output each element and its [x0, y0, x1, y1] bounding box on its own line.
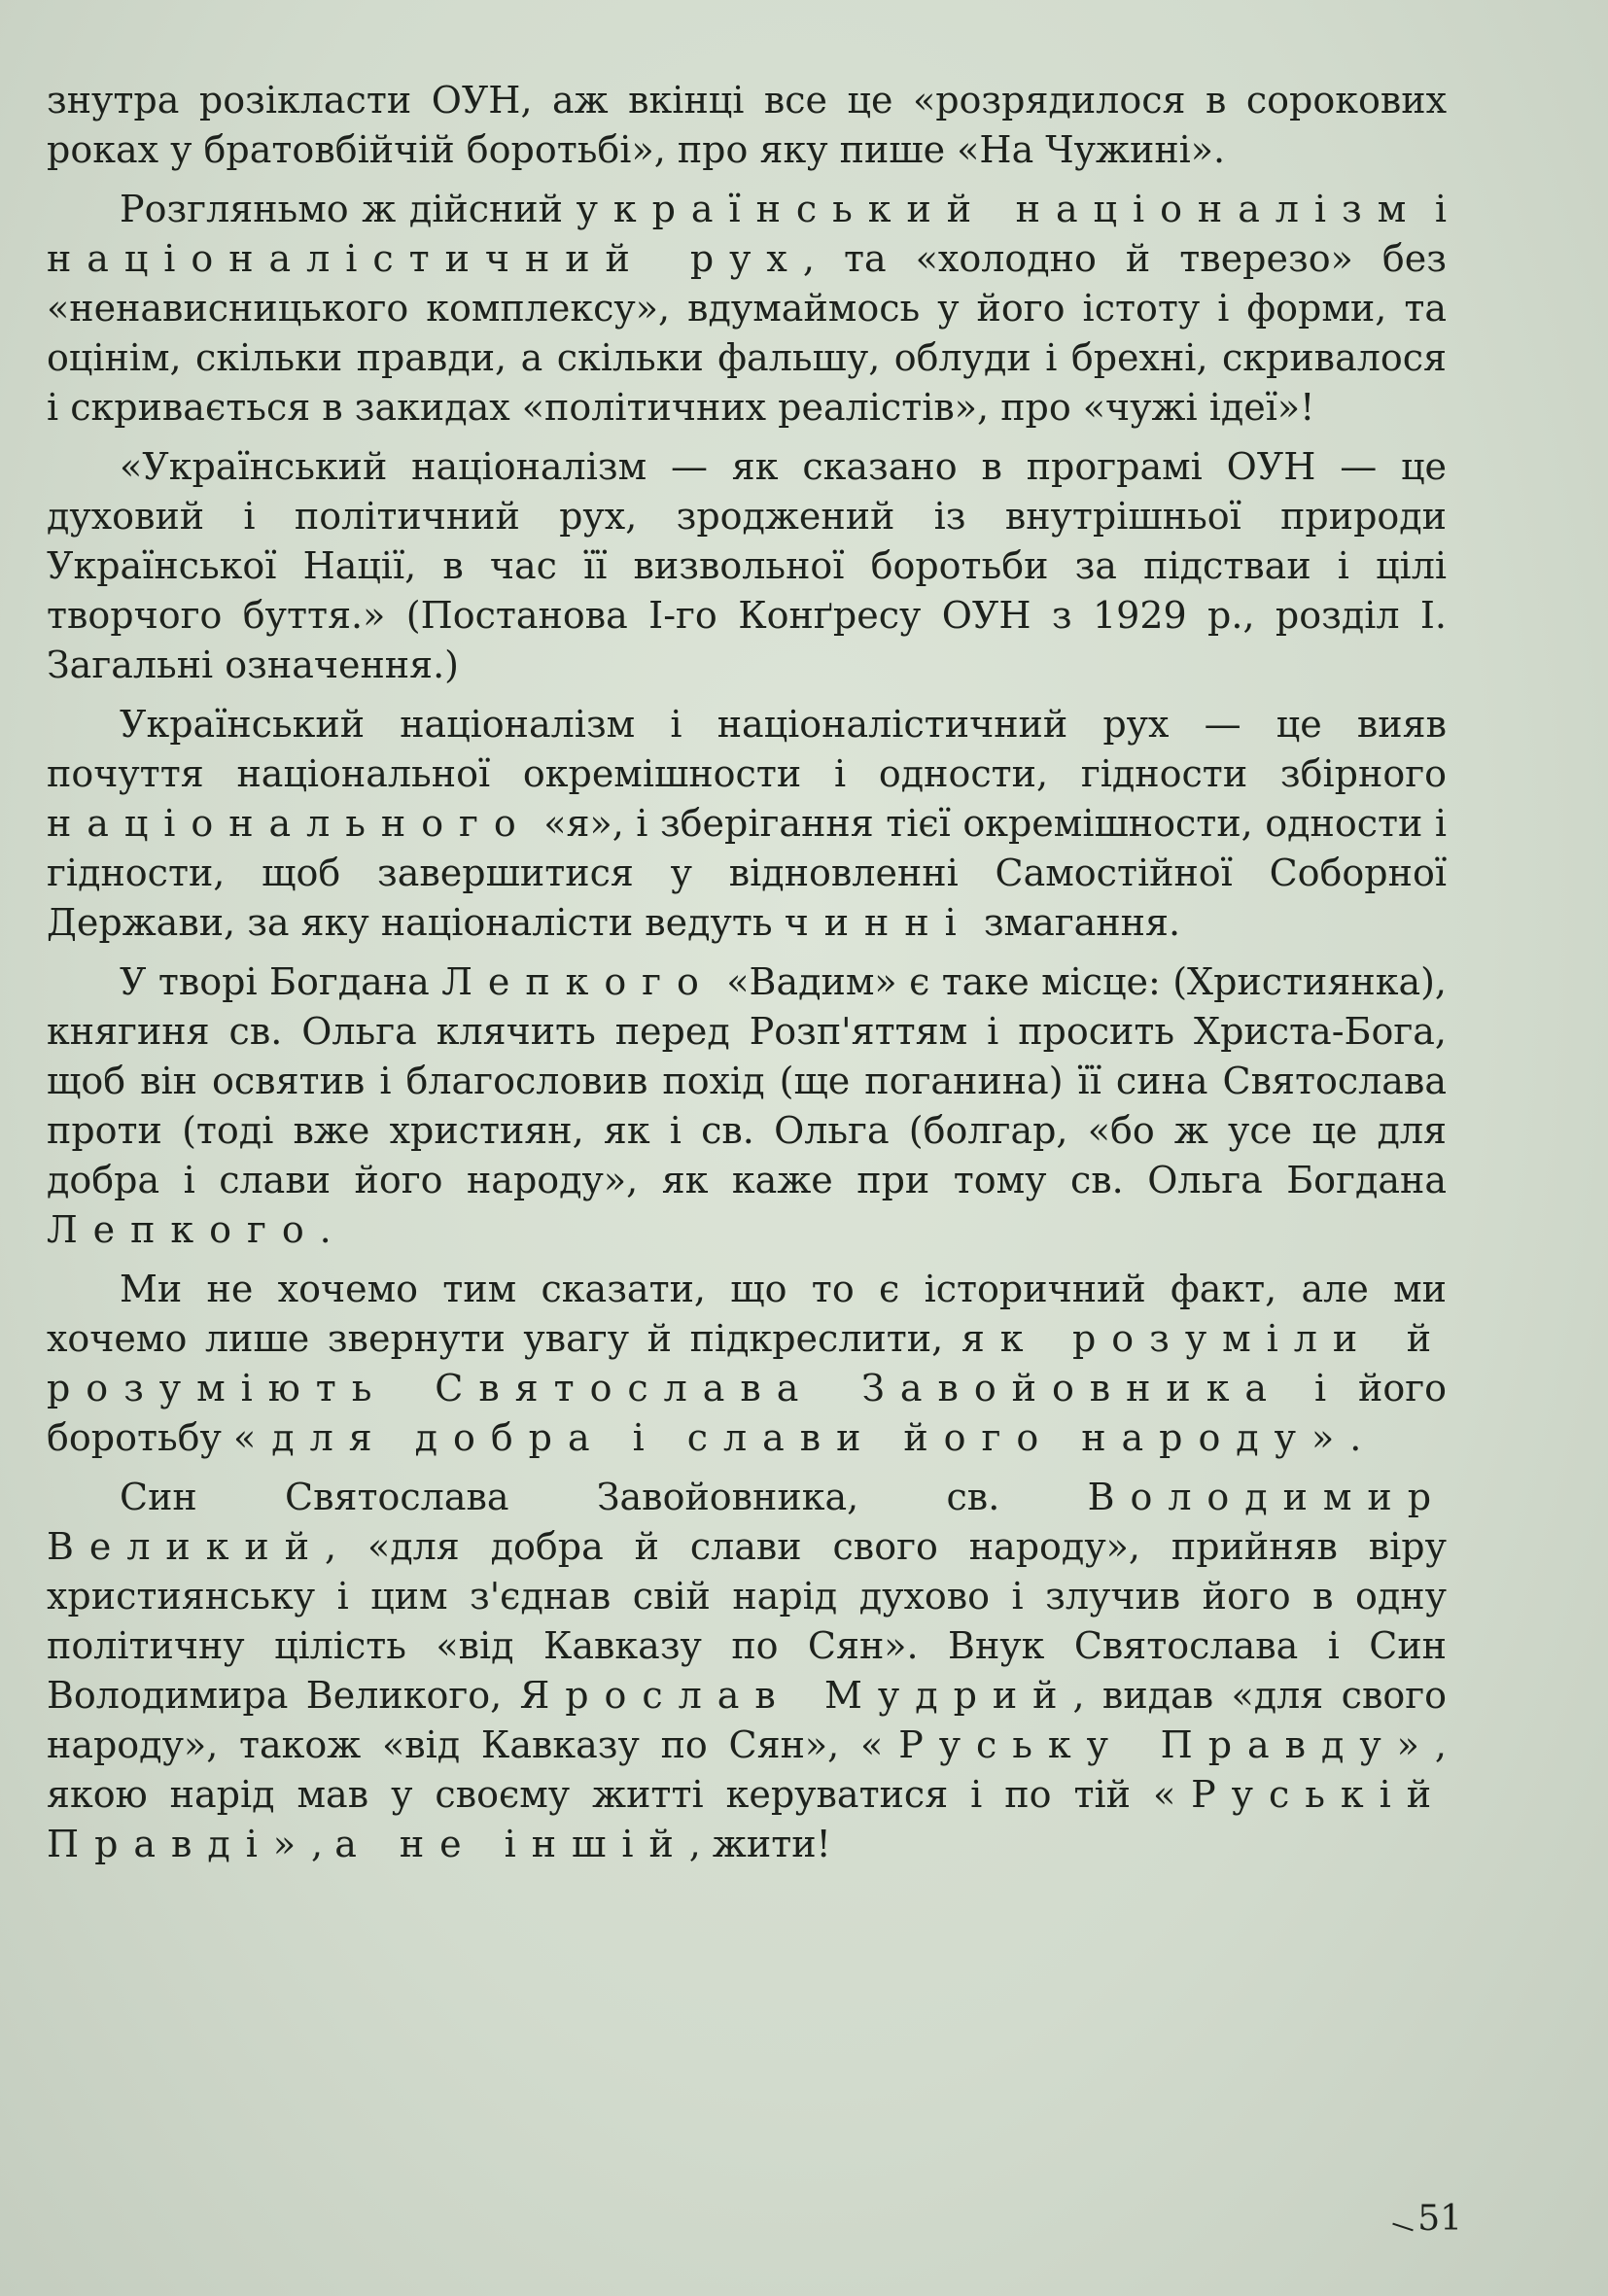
- spaced-text-run: «Руську Правду»: [859, 1723, 1435, 1766]
- spaced-text-run: «для добра і слави його народу»: [233, 1416, 1350, 1459]
- paragraph: [47, 957, 1447, 1255]
- text-run: змагання.: [971, 901, 1181, 944]
- paragraph: [47, 185, 1447, 433]
- text-run: Український націоналізм і націоналістичний рух — це вияв почуття національної окремішности і одности, гідности збірного: [47, 703, 1447, 795]
- spaced-text-run: Лепкого: [441, 960, 715, 1003]
- text-run: «Український націоналізм — як сказано в програмі ОУН — це духовий і політичний рух, зроджений із внутрішньої природи Української Нації, в час її визвольної боротьби за підстваи і цілі творчого буття.» (Постанова І-го Конґресу ОУН з 1929 р., розділ І. Загальні означення.): [47, 445, 1447, 686]
- spaced-text-run: Лепкого: [47, 1208, 320, 1251]
- spaced-text-run: чинні: [784, 901, 972, 944]
- text-run: ,: [311, 1823, 335, 1865]
- body-text: [47, 76, 1447, 1879]
- text-run: Син Святослава Завойовника, св.: [120, 1476, 1088, 1518]
- text-run: Ми не хочемо тим сказати, що то є історичний факт, але ми хочемо лише звернути увагу й підкреслити,: [47, 1268, 1447, 1360]
- text-run: Розгляньмо ж дійсний: [120, 188, 577, 230]
- text-run: , якою нарід мав у своєму житті керуватися і по тій: [47, 1723, 1447, 1816]
- text-run: «я», і зберігання тієї окремішности, одности і гідности, щоб завершитися у відновленні Самостійної Соборної Держави, за яку націоналісти ведуть: [47, 802, 1447, 944]
- text-run: і його боротьбу: [47, 1367, 1447, 1459]
- text-run: , та «холодно й тверезо» без «ненависницького комплексу», вдумаймось у його істоту і форми, та оцінім, скільки правди, а скільки фальшу, облуди і брехні, скривалося і скривається в закидах «політичних реалістів», про «чужі ідеї»!: [47, 237, 1447, 429]
- spaced-text-run: націоналістичний рух: [47, 237, 803, 280]
- text-run: У творі Богдана: [120, 960, 442, 1003]
- spaced-text-run: Володимир Великий: [47, 1476, 1447, 1568]
- spaced-text-run: а не іншій: [334, 1823, 689, 1865]
- text-run: знутра розікласти ОУН, аж вкінці все це «розрядилося в сорокових роках у братовбійчій боротьбі», про яку пише «На Чужині».: [47, 79, 1447, 171]
- text-run: «Вадим» є таке місце: (Християнка), княгиня св. Ольга клячить перед Розп'яттям і просить Христа-Бога, щоб він освятив і благословив похід (ще поганина) її сина Святослава проти (тоді вже християн, як і св. Ольга (болгар, «бо ж усе це для добра і слави його народу», як каже при тому св. Ольга Богдана: [47, 960, 1447, 1201]
- paragraph: [47, 76, 1447, 175]
- paragraph: [47, 442, 1447, 690]
- paragraph: [47, 700, 1447, 948]
- spaced-text-run: як розуміли й розуміють Святослава Завойовника: [47, 1317, 1448, 1409]
- paragraph: [47, 1473, 1447, 1869]
- text-run: , «для добра й слави свого народу», прийняв віру християнську і цим з'єднав свій нарід духово і злучив його в одну політичну цілість «від Кавказу по Сян». Внук Святослава і Син Володимира Великого,: [47, 1525, 1447, 1717]
- spaced-text-run: «Руській Правді»: [47, 1773, 1447, 1865]
- paragraph: [47, 1265, 1447, 1463]
- page-number: 51: [1417, 2199, 1462, 2239]
- text-run: і: [1421, 188, 1447, 230]
- spaced-text-run: національного: [47, 802, 532, 845]
- text-run: .: [319, 1208, 332, 1251]
- spaced-text-run: український націоналізм: [576, 188, 1422, 230]
- text-run: , жити!: [688, 1823, 831, 1865]
- text-run: , видав «для свого народу», також «від Кавказу по Сян»,: [47, 1674, 1447, 1766]
- spaced-text-run: Ярослав Мудрий: [519, 1674, 1073, 1717]
- text-run: .: [1349, 1416, 1362, 1459]
